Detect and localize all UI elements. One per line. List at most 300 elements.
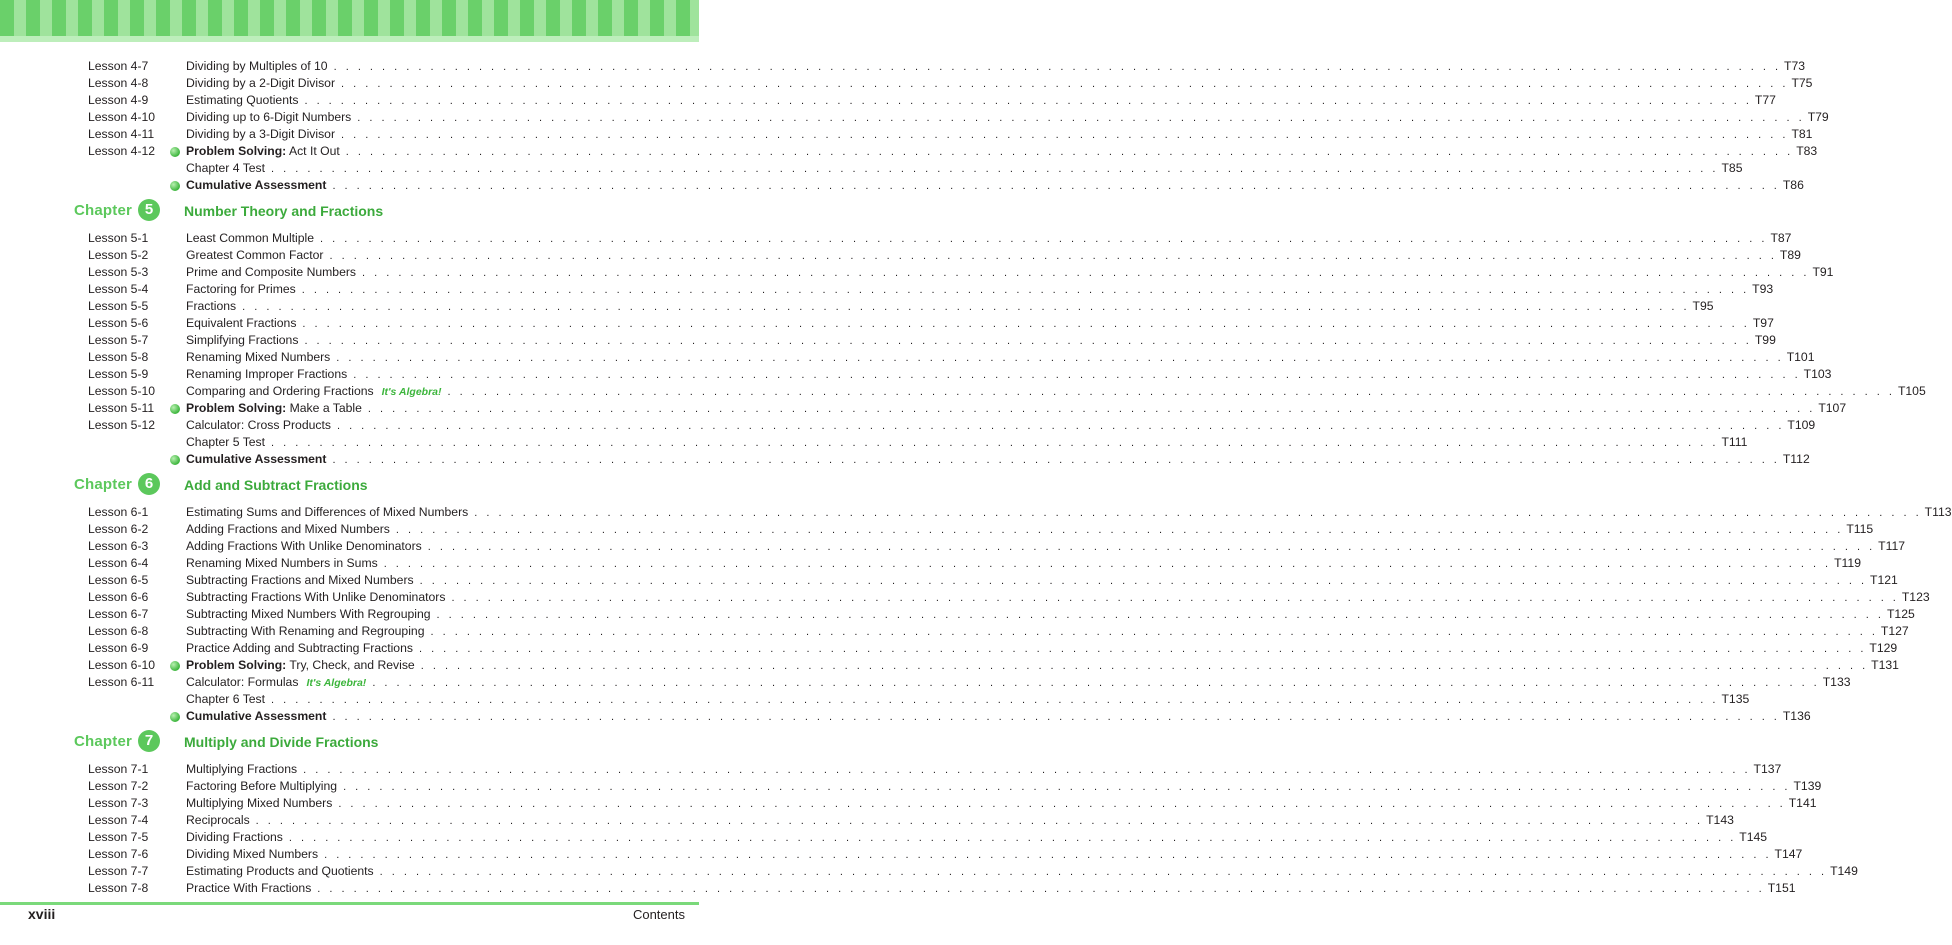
lesson-number: Lesson 4-8 xyxy=(88,76,149,90)
lesson-title-text: Dividing by Multiples of 10 xyxy=(186,59,328,73)
lesson-title xyxy=(186,555,378,572)
dot-leader: . . . . . . . . . . . . . . . . . . . . . . . . . . . . . . . . . . . . . . . . . . . . . . . . . . . . . . . . . . . . . . . . . . . . . . . . . . . . . . . . . . . . . . . . . . . . . . . . . . . . . . . . . . . . . . . . . . . . . . . . xyxy=(304,335,1752,347)
page-ref: T109 xyxy=(1787,418,1816,432)
page-ref: T73 xyxy=(1784,59,1806,73)
dot-leader: . . . . . . . . . . . . . . . . . . . . . . . . . . . . . . . . . . . . . . . . . . . . . . . . . . . . . . . . . . . . . . . . . . . . . . . . . . . . . . . . . . . . . . . . . . . . . . . . . . . . . . . . . . . . . . . . . . . . . . . . xyxy=(336,352,1784,364)
lesson-number: Lesson 5-11 xyxy=(88,401,155,415)
lesson-title-text: Make a Table xyxy=(289,401,362,415)
toc-row[interactable] xyxy=(0,606,1915,623)
dot-leader: . . . . . . . . . . . . . . . . . . . . . . . . . . . . . . . . . . . . . . . . . . . . . . . . . . . . . . . . . . . . . . . . . . . . . . . . . . . . . . . . . . . . . . . . . . . . . . . . . . . . . . . . . . . . . . . . . . . . . . . . xyxy=(474,507,1922,519)
lesson-title-text: Factoring for Primes xyxy=(186,282,296,296)
green-bullet-icon xyxy=(170,181,180,191)
dot-leader: . . . . . . . . . . . . . . . . . . . . . . . . . . . . . . . . . . . . . . . . . . . . . . . . . . . . . . . . . . . . . . . . . . . . . . . . . . . . . . . . . . . . . . . . . . . . . . . . . . . . . . . . . . . . . . . . . . . . . . . . xyxy=(338,798,1786,810)
dot-leader: . . . . . . . . . . . . . . . . . . . . . . . . . . . . . . . . . . . . . . . . . . . . . . . . . . . . . . . . . . . . . . . . . . . . . . . . . . . . . . . . . . . . . . . . . . . . . . . . . . . . . . . . . . . . . . . . . . . . . . . . xyxy=(271,163,1719,175)
lesson-title-text: Equivalent Fractions xyxy=(186,316,297,330)
toc-row[interactable] xyxy=(0,640,1898,657)
toc-row[interactable] xyxy=(0,623,1909,640)
toc-row[interactable] xyxy=(0,829,1768,846)
toc-row[interactable] xyxy=(0,504,1952,521)
page-ref: T103 xyxy=(1803,367,1832,381)
lesson-title-text: Subtracting Mixed Numbers With Regrouping xyxy=(186,607,431,621)
lesson-number: Lesson 7-5 xyxy=(88,830,149,844)
lesson-number: Lesson 6-9 xyxy=(88,641,149,655)
toc-row[interactable] xyxy=(0,92,1776,109)
toc-row[interactable] xyxy=(0,657,1899,674)
dot-leader: . . . . . . . . . . . . . . . . . . . . . . . . . . . . . . . . . . . . . . . . . . . . . . . . . . . . . . . . . . . . . . . . . . . . . . . . . . . . . . . . . . . . . . . . . . . . . . . . . . . . . . . . . . . . . . . . . . . . . . . . xyxy=(302,318,1750,330)
chapter-heading xyxy=(0,725,699,761)
lesson-title-line xyxy=(186,349,1815,367)
page-ref: T93 xyxy=(1752,282,1774,296)
toc-row[interactable] xyxy=(0,247,1801,264)
dot-leader: . . . . . . . . . . . . . . . . . . . . . . . . . . . . . . . . . . . . . . . . . . . . . . . . . . . . . . . . . . . . . . . . . . . . . . . . . . . . . . . . . . . . . . . . . . . . . . . . . . . . . . . . . . . . . . . . . . . . . . . . xyxy=(372,677,1820,689)
page-ref: T89 xyxy=(1779,248,1801,262)
lesson-title-line xyxy=(186,555,1861,573)
lesson-number: Lesson 5-1 xyxy=(88,231,149,245)
lesson-title xyxy=(186,160,265,177)
dot-leader: . . . . . . . . . . . . . . . . . . . . . . . . . . . . . . . . . . . . . . . . . . . . . . . . . . . . . . . . . . . . . . . . . . . . . . . . . . . . . . . . . . . . . . . . . . . . . . . . . . . . . . . . . . . . . . . . . . . . . . . . xyxy=(451,592,1899,604)
lesson-title-line xyxy=(186,264,1834,282)
toc-row[interactable] xyxy=(0,298,1714,315)
dot-leader: . . . . . . . . . . . . . . . . . . . . . . . . . . . . . . . . . . . . . . . . . . . . . . . . . . . . . . . . . . . . . . . . . . . . . . . . . . . . . . . . . . . . . . . . . . . . . . . . . . . . . . . . . . . . . . . . . . . . . . . . xyxy=(447,386,1895,398)
lesson-title-text: Simplifying Fractions xyxy=(186,333,299,347)
lesson-title xyxy=(186,812,250,829)
lesson-number: Lesson 4-11 xyxy=(88,127,155,141)
lesson-title-text: Dividing Mixed Numbers xyxy=(186,847,319,861)
lesson-title xyxy=(186,298,236,315)
dot-leader: . . . . . . . . . . . . . . . . . . . . . . . . . . . . . . . . . . . . . . . . . . . . . . . . . . . . . . . . . . . . . . . . . . . . . . . . . . . . . . . . . . . . . . . . . . . . . . . . . . . . . . . . . . . . . . . . . . . . . . . . xyxy=(353,369,1801,381)
lesson-title xyxy=(186,126,335,143)
lesson-number: Lesson 6-1 xyxy=(88,505,149,519)
lesson-title-text: Chapter 4 Test xyxy=(186,161,266,175)
lesson-title-line xyxy=(186,451,1810,469)
lesson-number: Lesson 6-6 xyxy=(88,590,149,604)
green-bullet-icon xyxy=(170,455,180,465)
lesson-title-line xyxy=(186,400,1847,418)
page-ref: T79 xyxy=(1807,110,1829,124)
toc-row[interactable] xyxy=(0,109,1829,126)
lesson-title-text: Renaming Mixed Numbers xyxy=(186,350,331,364)
lesson-number: Lesson 5-5 xyxy=(88,299,149,313)
dot-leader: . . . . . . . . . . . . . . . . . . . . . . . . . . . . . . . . . . . . . . . . . . . . . . . . . . . . . . . . . . . . . . . . . . . . . . . . . . . . . . . . . . . . . . . . . . . . . . . . . . . . . . . . . . . . . . . . . . . . . . . . xyxy=(336,420,1785,432)
green-bullet-icon xyxy=(170,712,180,722)
page-ref: T127 xyxy=(1880,624,1909,638)
chapter-heading xyxy=(0,468,699,504)
page-ref: T101 xyxy=(1786,350,1815,364)
lesson-title-text: Estimating Products and Quotients xyxy=(186,864,374,878)
lesson-title-line xyxy=(186,126,1813,144)
toc-row[interactable] xyxy=(0,75,1813,92)
lesson-title-line xyxy=(186,58,1806,76)
lesson-title-line xyxy=(186,315,1774,333)
lesson-number: Lesson 4-7 xyxy=(88,59,149,73)
lesson-title-line xyxy=(186,812,1734,830)
page-ref: T81 xyxy=(1791,127,1813,141)
dot-leader: . . . . . . . . . . . . . . . . . . . . . . . . . . . . . . . . . . . . . . . . . . . . . . . . . . . . . . . . . . . . . . . . . . . . . . . . . . . . . . . . . . . . . . . . . . . . . . . . . . . . . . . . . . . . . . . . . . . . . . . . xyxy=(357,112,1805,124)
dot-leader: . . . . . . . . . . . . . . . . . . . . . . . . . . . . . . . . . . . . . . . . . . . . . . . . . . . . . . . . . . . . . . . . . . . . . . . . . . . . . . . . . . . . . . . . . . . . . . . . . . . . . . . . . . . . . . . . . . . . . . . . xyxy=(271,437,1719,449)
lesson-title-text: Renaming Mixed Numbers in Sums xyxy=(186,556,378,570)
dot-leader: . . . . . . . . . . . . . . . . . . . . . . . . . . . . . . . . . . . . . . . . . . . . . . . . . . . . . . . . . . . . . . . . . . . . . . . . . . . . . . . . . . . . . . . . . . . . . . . . . . . . . . . . . . . . . . . . . . . . . . . . xyxy=(332,711,1780,723)
lesson-title xyxy=(186,691,265,708)
lesson-number: Lesson 7-8 xyxy=(88,881,149,895)
toc-row[interactable] xyxy=(0,434,1748,451)
toc-row[interactable] xyxy=(0,761,1782,778)
dot-leader: . . . . . . . . . . . . . . . . . . . . . . . . . . . . . . . . . . . . . . . . . . . . . . . . . . . . . . . . . . . . . . . . . . . . . . . . . . . . . . . . . . . . . . . . . . . . . . . . . . . . . . . . . . . . . . . . . . . . . . . . xyxy=(427,541,1876,553)
lesson-title xyxy=(186,589,445,606)
lesson-title-text: Act It Out xyxy=(288,144,340,158)
green-bullet-icon xyxy=(170,147,180,157)
dot-leader: . . . . . . . . . . . . . . . . . . . . . . . . . . . . . . . . . . . . . . . . . . . . . . . . . . . . . . . . . . . . . . . . . . . . . . . . . . . . . . . . . . . . . . . . . . . . . . . . . . . . . . . . . . . . . . . . . . . . . . . . xyxy=(345,146,1794,158)
toc-row[interactable] xyxy=(0,708,1811,725)
page-ref: T129 xyxy=(1869,641,1898,655)
toc-row[interactable] xyxy=(0,332,1776,349)
dot-leader: . . . . . . . . . . . . . . . . . . . . . . . . . . . . . . . . . . . . . . . . . . . . . . . . . . . . . . . . . . . . . . . . . . . . . . . . . . . . . . . . . . . . . . . . . . . . . . . . . . . . . . . . . . . . . . . . . . . . . . . . xyxy=(436,609,1884,621)
lesson-title xyxy=(186,538,422,555)
lesson-title-line xyxy=(186,521,1874,539)
toc-row[interactable] xyxy=(0,366,1832,383)
lesson-title-line xyxy=(186,298,1714,316)
lesson-title xyxy=(186,417,331,434)
lesson-title xyxy=(186,332,298,349)
lesson-title-text: Chapter 5 Test xyxy=(186,435,266,449)
page-ref: T141 xyxy=(1788,796,1817,810)
lesson-number: Lesson 6-8 xyxy=(88,624,149,638)
toc-row[interactable] xyxy=(0,538,1906,555)
lesson-title-line xyxy=(186,366,1832,384)
lesson-title xyxy=(186,880,311,897)
page-ref: T133 xyxy=(1822,675,1851,689)
algebra-tag: It's Algebra! xyxy=(306,677,367,689)
page-ref: T131 xyxy=(1871,658,1899,672)
green-bullet-icon xyxy=(170,404,180,414)
lesson-title xyxy=(186,109,351,126)
lesson-title-text: Reciprocals xyxy=(186,813,250,827)
dot-leader: . . . . . . . . . . . . . . . . . . . . . . . . . . . . . . . . . . . . . . . . . . . . . . . . . . . . . . . . . . . . . . . . . . . . . . . . . . . . . . . . . . . . . . . . . . . . . . . . . . . . . . . . . . . . . . . . . . . . . . . . xyxy=(303,764,1751,776)
lesson-title-line xyxy=(186,109,1829,127)
page-ref: T123 xyxy=(1901,590,1930,604)
toc-row[interactable] xyxy=(0,572,1898,589)
dot-leader: . . . . . . . . . . . . . . . . . . . . . . . . . . . . . . . . . . . . . . . . . . . . . . . . . . . . . . . . . . . . . . . . . . . . . . . . . . . . . . . . . . . . . . . . . . . . . . . . . . . . . . . . . . . . . . . . . . . . . . . . xyxy=(255,815,1704,827)
dot-leader: . . . . . . . . . . . . . . . . . . . . . . . . . . . . . . . . . . . . . . . . . . . . . . . . . . . . . . . . . . . . . . . . . . . . . . . . . . . . . . . . . . . . . . . . . . . . . . . . . . . . . . . . . . . . . . . . . . . . . . . . xyxy=(333,61,1782,73)
toc-row[interactable] xyxy=(0,451,1810,468)
chapter-heading xyxy=(0,194,699,230)
lesson-title-line xyxy=(186,846,1803,864)
lesson-title-text: Subtracting Fractions With Unlike Denominators xyxy=(186,590,446,604)
lesson-title-text: Renaming Improper Fractions xyxy=(186,367,348,381)
dot-leader: . . . . . . . . . . . . . . . . . . . . . . . . . . . . . . . . . . . . . . . . . . . . . . . . . . . . . . . . . . . . . . . . . . . . . . . . . . . . . . . . . . . . . . . . . . . . . . . . . . . . . . . . . . . . . . . . . . . . . . . . xyxy=(395,524,1844,536)
lesson-title xyxy=(186,795,332,812)
toc-row[interactable] xyxy=(0,177,1804,194)
chapter-word: Chapter xyxy=(74,733,133,750)
dot-leader: . . . . . . . . . . . . . . . . . . . . . . . . . . . . . . . . . . . . . . . . . . . . . . . . . . . . . . . . . . . . . . . . . . . . . . . . . . . . . . . . . . . . . . . . . . . . . . . . . . . . . . . . . . . . . . . . . . . . . . . . xyxy=(362,267,1810,279)
toc-row[interactable] xyxy=(0,126,1813,143)
lesson-title-line xyxy=(186,691,1750,709)
toc-row[interactable] xyxy=(0,315,1774,332)
lesson-title-text: Multiplying Mixed Numbers xyxy=(186,796,333,810)
lesson-title xyxy=(186,451,326,468)
lesson-number: Lesson 6-3 xyxy=(88,539,149,553)
page-ref: T86 xyxy=(1782,178,1804,192)
lesson-title-text: Chapter 6 Test xyxy=(186,692,266,706)
page-ref: T77 xyxy=(1754,93,1776,107)
lesson-number: Lesson 6-4 xyxy=(88,556,149,570)
toc-row[interactable] xyxy=(0,400,1847,417)
lesson-number: Lesson 7-4 xyxy=(88,813,149,827)
top-decorative-band xyxy=(0,0,699,42)
lesson-number: Lesson 4-12 xyxy=(88,144,156,158)
lesson-number: Lesson 6-7 xyxy=(88,607,149,621)
lesson-number: Lesson 6-11 xyxy=(88,675,155,689)
lesson-number: Lesson 5-6 xyxy=(88,316,149,330)
toc-row[interactable] xyxy=(0,143,1818,160)
page-ref: T97 xyxy=(1752,316,1774,330)
lesson-title-line xyxy=(186,75,1813,93)
lesson-title-line xyxy=(186,708,1811,726)
toc-row[interactable] xyxy=(0,589,1930,606)
page-ref: T136 xyxy=(1782,709,1811,723)
lesson-title-text: Adding Fractions and Mixed Numbers xyxy=(186,522,390,536)
lesson-title-text: Estimating Quotients xyxy=(186,93,299,107)
lesson-title-line xyxy=(186,434,1748,452)
toc-row[interactable] xyxy=(0,349,1815,366)
page-ref: T137 xyxy=(1753,762,1782,776)
lesson-title xyxy=(186,829,283,846)
lesson-title-text: Calculator: Cross Products xyxy=(186,418,331,432)
dot-leader: . . . . . . . . . . . . . . . . . . . . . . . . . . . . . . . . . . . . . . . . . . . . . . . . . . . . . . . . . . . . . . . . . . . . . . . . . . . . . . . . . . . . . . . . . . . . . . . . . . . . . . . . . . . . . . . . . . . . . . . . xyxy=(301,284,1750,296)
toc-row[interactable] xyxy=(0,880,1796,897)
lesson-title-bold: Cumulative Assessment xyxy=(186,709,327,723)
toc-row[interactable] xyxy=(0,863,1858,880)
lesson-title xyxy=(186,383,374,400)
toc-row[interactable] xyxy=(0,521,1874,538)
lesson-title-line xyxy=(186,143,1818,161)
lesson-title xyxy=(186,606,431,623)
lesson-title-bold: Problem Solving: xyxy=(186,144,287,158)
toc-row[interactable] xyxy=(0,383,1926,400)
lesson-title xyxy=(186,315,296,332)
toc-row[interactable] xyxy=(0,264,1834,281)
lesson-number: Lesson 5-10 xyxy=(88,384,156,398)
lesson-title-line xyxy=(186,247,1801,265)
green-bullet-icon xyxy=(170,661,180,671)
lesson-number: Lesson 6-5 xyxy=(88,573,149,587)
toc-row[interactable] xyxy=(0,795,1817,812)
lesson-title xyxy=(186,846,318,863)
lesson-title-text: Adding Fractions With Unlike Denominators xyxy=(186,539,422,553)
lesson-title-bold: Cumulative Assessment xyxy=(186,452,327,466)
page-ref: T145 xyxy=(1739,830,1768,844)
dot-leader: . . . . . . . . . . . . . . . . . . . . . . . . . . . . . . . . . . . . . . . . . . . . . . . . . . . . . . . . . . . . . . . . . . . . . . . . . . . . . . . . . . . . . . . . . . . . . . . . . . . . . . . . . . . . . . . . . . . . . . . . xyxy=(379,866,1828,878)
dot-leader: . . . . . . . . . . . . . . . . . . . . . . . . . . . . . . . . . . . . . . . . . . . . . . . . . . . . . . . . . . . . . . . . . . . . . . . . . . . . . . . . . . . . . . . . . . . . . . . . . . . . . . . . . . . . . . . . . . . . . . . . xyxy=(332,180,1780,192)
page-ref: T149 xyxy=(1830,864,1858,878)
page-ref: T83 xyxy=(1796,144,1818,158)
lesson-title xyxy=(186,521,390,538)
lesson-number: Lesson 6-2 xyxy=(88,522,149,536)
dot-leader: . . . . . . . . . . . . . . . . . . . . . . . . . . . . . . . . . . . . . . . . . . . . . . . . . . . . . . . . . . . . . . . . . . . . . . . . . . . . . . . . . . . . . . . . . . . . . . . . . . . . . . . . . . . . . . . . . . . . . . . . xyxy=(420,660,1869,672)
lesson-title-line xyxy=(186,674,1851,692)
lesson-title-bold: Problem Solving: xyxy=(186,401,287,415)
lesson-number: Lesson 7-1 xyxy=(88,762,149,776)
toc-row[interactable] xyxy=(0,160,1743,177)
page-ref: T111 xyxy=(1721,435,1748,449)
lesson-title-text: Estimating Sums and Differences of Mixed Numbers xyxy=(186,505,469,519)
lesson-title xyxy=(186,75,335,92)
toc-row[interactable] xyxy=(0,230,1792,247)
chapter-title: Multiply and Divide Fractions xyxy=(184,734,379,750)
lesson-number: Lesson 5-7 xyxy=(88,333,149,347)
lesson-title xyxy=(186,92,298,109)
lesson-title-text: Dividing by a 3-Digit Divisor xyxy=(186,127,336,141)
lesson-title-text: Subtracting Fractions and Mixed Numbers xyxy=(186,573,414,587)
lesson-title-text: Greatest Common Factor xyxy=(186,248,324,262)
lesson-title-line xyxy=(186,332,1776,350)
lesson-title-line xyxy=(186,230,1792,248)
page-ref: T125 xyxy=(1886,607,1915,621)
lesson-title-line xyxy=(186,504,1952,522)
page-ref: T112 xyxy=(1782,452,1810,466)
chapter-word: Chapter xyxy=(74,202,133,219)
lesson-title xyxy=(186,623,424,640)
lesson-title xyxy=(186,230,314,247)
chapter-title: Add and Subtract Fractions xyxy=(184,477,368,493)
dot-leader: . . . . . . . . . . . . . . . . . . . . . . . . . . . . . . . . . . . . . . . . . . . . . . . . . . . . . . . . . . . . . . . . . . . . . . . . . . . . . . . . . . . . . . . . . . . . . . . . . . . . . . . . . . . . . . . . . . . . . . . . xyxy=(329,250,1777,262)
lesson-title xyxy=(186,778,337,795)
dot-leader: . . . . . . . . . . . . . . . . . . . . . . . . . . . . . . . . . . . . . . . . . . . . . . . . . . . . . . . . . . . . . . . . . . . . . . . . . . . . . . . . . . . . . . . . . . . . . . . . . . . . . . . . . . . . . . . . . . . . . . . . xyxy=(242,301,1690,313)
lesson-title-line xyxy=(186,623,1909,641)
lesson-title-text: Practice Adding and Subtracting Fractions xyxy=(186,641,413,655)
lesson-title-line xyxy=(186,589,1930,607)
page-ref: T119 xyxy=(1834,556,1861,570)
lesson-title-line xyxy=(186,606,1915,624)
lesson-title xyxy=(186,504,468,521)
chapter-number-badge: 5 xyxy=(138,199,160,221)
lesson-title xyxy=(186,349,330,366)
toc-row[interactable] xyxy=(0,691,1750,708)
dot-leader: . . . . . . . . . . . . . . . . . . . . . . . . . . . . . . . . . . . . . . . . . . . . . . . . . . . . . . . . . . . . . . . . . . . . . . . . . . . . . . . . . . . . . . . . . . . . . . . . . . . . . . . . . . . . . . . . . . . . . . . . xyxy=(332,454,1780,466)
page-ref: T147 xyxy=(1774,847,1803,861)
page-ref: T121 xyxy=(1870,573,1898,587)
dot-leader: . . . . . . . . . . . . . . . . . . . . . . . . . . . . . . . . . . . . . . . . . . . . . . . . . . . . . . . . . . . . . . . . . . . . . . . . . . . . . . . . . . . . . . . . . . . . . . . . . . . . . . . . . . . . . . . . . . . . . . . . xyxy=(288,832,1737,844)
lesson-title xyxy=(186,761,297,778)
dot-leader: . . . . . . . . . . . . . . . . . . . . . . . . . . . . . . . . . . . . . . . . . . . . . . . . . . . . . . . . . . . . . . . . . . . . . . . . . . . . . . . . . . . . . . . . . . . . . . . . . . . . . . . . . . . . . . . . . . . . . . . . xyxy=(317,883,1765,895)
lesson-title-line xyxy=(186,281,1774,299)
lesson-title-line xyxy=(186,417,1816,435)
toc-row[interactable] xyxy=(0,555,1861,572)
lesson-title xyxy=(186,674,298,691)
lesson-title xyxy=(186,366,347,383)
dot-leader: . . . . . . . . . . . . . . . . . . . . . . . . . . . . . . . . . . . . . . . . . . . . . . . . . . . . . . . . . . . . . . . . . . . . . . . . . . . . . . . . . . . . . . . . . . . . . . . . . . . . . . . . . . . . . . . . . . . . . . . . xyxy=(304,95,1752,107)
lesson-title-text: Calculator: Formulas xyxy=(186,675,299,689)
lesson-title-text: Prime and Composite Numbers xyxy=(186,265,357,279)
page-ref: T151 xyxy=(1767,881,1796,895)
lesson-title-text: Subtracting With Renaming and Regrouping xyxy=(186,624,425,638)
page-ref: T117 xyxy=(1878,539,1906,553)
lesson-title-line xyxy=(186,829,1768,847)
lesson-title xyxy=(186,863,374,880)
dot-leader: . . . . . . . . . . . . . . . . . . . . . . . . . . . . . . . . . . . . . . . . . . . . . . . . . . . . . . . . . . . . . . . . . . . . . . . . . . . . . . . . . . . . . . . . . . . . . . . . . . . . . . . . . . . . . . . . . . . . . . . . xyxy=(418,643,1867,655)
lesson-title-line xyxy=(186,880,1796,898)
lesson-number: Lesson 7-7 xyxy=(88,864,149,878)
lesson-number: Lesson 5-9 xyxy=(88,367,149,381)
dot-leader: . . . . . . . . . . . . . . . . . . . . . . . . . . . . . . . . . . . . . . . . . . . . . . . . . . . . . . . . . . . . . . . . . . . . . . . . . . . . . . . . . . . . . . . . . . . . . . . . . . . . . . . . . . . . . . . . . . . . . . . . xyxy=(367,403,1816,415)
page-ref: T107 xyxy=(1818,401,1847,415)
dot-leader: . . . . . . . . . . . . . . . . . . . . . . . . . . . . . . . . . . . . . . . . . . . . . . . . . . . . . . . . . . . . . . . . . . . . . . . . . . . . . . . . . . . . . . . . . . . . . . . . . . . . . . . . . . . . . . . . . . . . . . . . xyxy=(343,781,1791,793)
lesson-title-line xyxy=(186,383,1926,401)
page-ref: T115 xyxy=(1846,522,1874,536)
lesson-title-text: Comparing and Ordering Fractions xyxy=(186,384,374,398)
toc-row[interactable] xyxy=(0,846,1803,863)
section-label: Contents xyxy=(632,907,685,922)
lesson-number: Lesson 4-9 xyxy=(88,93,149,107)
dot-leader: . . . . . . . . . . . . . . . . . . . . . . . . . . . . . . . . . . . . . . . . . . . . . . . . . . . . . . . . . . . . . . . . . . . . . . . . . . . . . . . . . . . . . . . . . . . . . . . . . . . . . . . . . . . . . . . . . . . . . . . . xyxy=(324,849,1772,861)
lesson-title-text: Multiplying Fractions xyxy=(186,762,298,776)
lesson-title xyxy=(186,281,296,298)
lesson-number: Lesson 5-12 xyxy=(88,418,156,432)
lesson-title-text: Fractions xyxy=(186,299,237,313)
page-ref: T135 xyxy=(1721,692,1750,706)
page-ref: T143 xyxy=(1706,813,1734,827)
toc-row[interactable] xyxy=(0,674,1851,691)
page-ref: T85 xyxy=(1721,161,1743,175)
lesson-title-bold: Problem Solving: xyxy=(186,658,287,672)
chapter-number-badge: 7 xyxy=(138,730,160,752)
lesson-title-text: Practice With Fractions xyxy=(186,881,312,895)
chapter-title: Number Theory and Fractions xyxy=(184,203,384,219)
lesson-title-line xyxy=(186,572,1898,590)
algebra-tag: It's Algebra! xyxy=(381,386,442,398)
toc-row[interactable] xyxy=(0,281,1774,298)
lesson-title-line xyxy=(186,538,1906,556)
lesson-number: Lesson 7-2 xyxy=(88,779,149,793)
lesson-title xyxy=(186,264,356,281)
lesson-title-line xyxy=(186,160,1743,178)
lesson-title-text: Least Common Multiple xyxy=(186,231,315,245)
lesson-title xyxy=(186,572,414,589)
page-ref: T87 xyxy=(1770,231,1792,245)
lesson-title xyxy=(186,657,415,674)
page-ref: T105 xyxy=(1897,384,1926,398)
lesson-title xyxy=(186,58,328,75)
lesson-title xyxy=(186,434,265,451)
lesson-title-text: Factoring Before Multiplying xyxy=(186,779,338,793)
lesson-title-line xyxy=(186,778,1822,796)
page-ref: T139 xyxy=(1793,779,1822,793)
lesson-title-line xyxy=(186,92,1776,110)
lesson-title xyxy=(186,177,326,194)
lesson-title-line xyxy=(186,795,1817,813)
lesson-title-line xyxy=(186,177,1804,195)
lesson-title-text: Dividing by a 2-Digit Divisor xyxy=(186,76,336,90)
lesson-title-bold: Cumulative Assessment xyxy=(186,178,327,192)
lesson-number: Lesson 6-10 xyxy=(88,658,156,672)
lesson-title-line xyxy=(186,657,1899,675)
lesson-number: Lesson 7-3 xyxy=(88,796,149,810)
dot-leader: . . . . . . . . . . . . . . . . . . . . . . . . . . . . . . . . . . . . . . . . . . . . . . . . . . . . . . . . . . . . . . . . . . . . . . . . . . . . . . . . . . . . . . . . . . . . . . . . . . . . . . . . . . . . . . . . . . . . . . . . xyxy=(341,129,1789,141)
dot-leader: . . . . . . . . . . . . . . . . . . . . . . . . . . . . . . . . . . . . . . . . . . . . . . . . . . . . . . . . . . . . . . . . . . . . . . . . . . . . . . . . . . . . . . . . . . . . . . . . . . . . . . . . . . . . . . . . . . . . . . . . xyxy=(430,626,1878,638)
toc-row[interactable] xyxy=(0,812,1734,829)
toc-row[interactable] xyxy=(0,778,1822,795)
dot-leader: . . . . . . . . . . . . . . . . . . . . . . . . . . . . . . . . . . . . . . . . . . . . . . . . . . . . . . . . . . . . . . . . . . . . . . . . . . . . . . . . . . . . . . . . . . . . . . . . . . . . . . . . . . . . . . . . . . . . . . . . xyxy=(320,233,1768,245)
lesson-title xyxy=(186,247,324,264)
lesson-number: Lesson 5-2 xyxy=(88,248,149,262)
toc-row[interactable] xyxy=(0,417,1816,434)
lesson-number: Lesson 5-8 xyxy=(88,350,149,364)
lesson-title xyxy=(186,708,326,725)
toc-row[interactable] xyxy=(0,58,1806,75)
page-ref: T95 xyxy=(1692,299,1714,313)
lesson-title xyxy=(186,640,413,657)
lesson-title-line xyxy=(186,640,1898,658)
lesson-title xyxy=(186,143,340,160)
